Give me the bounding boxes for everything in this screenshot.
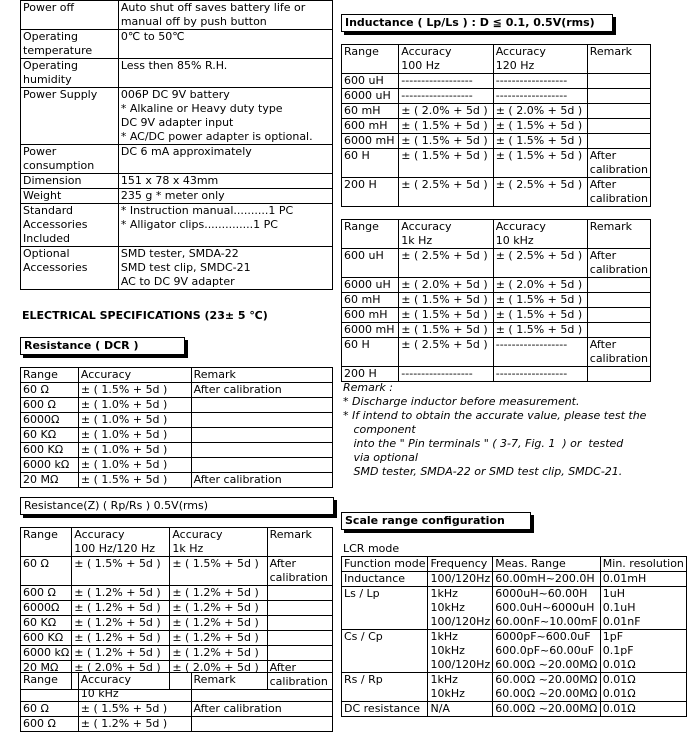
table-cell: 600 uH (342, 249, 399, 278)
table-cell (267, 586, 332, 601)
spec-row (21, 174, 333, 189)
resistance-10k-table (20, 672, 333, 732)
table-cell: 20 MΩ (21, 661, 72, 690)
table-row (342, 74, 651, 89)
table-cell (191, 428, 332, 443)
table-cell (191, 398, 332, 413)
table-cell: ± ( 1.5% + 5d ) (493, 119, 587, 134)
lcr-mode-label: LCR mode (343, 542, 400, 555)
header-cell: Remark (587, 220, 650, 249)
table-cell: 1kHz 10kHz 100/120Hz (428, 630, 493, 673)
table-cell: After calibration (267, 661, 332, 690)
table-cell: 600 KΩ (21, 443, 79, 458)
table-row (21, 428, 333, 443)
table-cell: 60.00Ω ~20.00MΩ (493, 702, 601, 717)
table-cell: 60 KΩ (21, 616, 72, 631)
table-cell: Rs / Rp (342, 673, 428, 702)
table-cell: ± ( 2.5% + 5d ) (493, 178, 587, 207)
spec-value: 235 g * meter only (118, 189, 332, 204)
table-cell: ------------------ (493, 367, 587, 382)
table-cell (587, 134, 650, 149)
table-cell (267, 616, 332, 631)
spec-value: DC 6 mA approximately (118, 145, 332, 174)
header-cell: Accuracy 120 Hz (493, 45, 587, 74)
spec-key: Power off (21, 1, 119, 30)
table-cell: ± ( 1.2% + 5d ) (72, 586, 170, 601)
header-row (21, 528, 333, 557)
header-cell: Accuracy 1k Hz (170, 528, 267, 557)
table-cell: 6000pF~600.0uF 600.0pF~60.00uF 60.00Ω ~20.00MΩ (493, 630, 601, 673)
header-cell: Accuracy 100 Hz (399, 45, 493, 74)
table-cell: After calibration (191, 702, 332, 717)
spec-key: Operating humidity (21, 59, 119, 88)
spec-row (21, 1, 333, 30)
table-cell: ± ( 1.5% + 5d ) (399, 308, 493, 323)
table-row (342, 134, 651, 149)
table-cell: ------------------ (493, 89, 587, 104)
table-row (342, 119, 651, 134)
table-cell: ± ( 1.5% + 5d ) (78, 702, 191, 717)
table-cell: 60 mH (342, 293, 399, 308)
spec-key: Dimension (21, 174, 119, 189)
table-cell: ± ( 2.5% + 5d ) (399, 249, 493, 278)
table-row (21, 702, 333, 717)
table-cell: ± ( 1.5% + 5d ) (399, 293, 493, 308)
table-cell: 600 uH (342, 74, 399, 89)
table-cell: ± ( 2.5% + 5d ) (399, 338, 493, 367)
table-cell: 600 Ω (21, 398, 79, 413)
table-cell: 600 Ω (21, 717, 79, 732)
table-cell: ± ( 1.2% + 5d ) (78, 717, 191, 732)
table-cell: 1pF 0.1pF 0.01Ω (600, 630, 686, 673)
table-cell: 1uH 0.1uH 0.01nF (600, 587, 686, 630)
table-cell: After calibration (587, 178, 650, 207)
spec-value: SMD tester, SMDA-22 SMD test clip, SMDC-21 AC to DC 9V adapter (118, 247, 332, 290)
table-row (21, 398, 333, 413)
header-cell: Accuracy 10 kHz (78, 673, 191, 702)
table-cell: 0.01Ω 0.01Ω (600, 673, 686, 702)
table-cell: 1kHz 10kHz 100/120Hz (428, 587, 493, 630)
table-cell: 600 mH (342, 308, 399, 323)
table-row (342, 308, 651, 323)
spec-value: 006P DC 9V battery * Alkaline or Heavy duty type DC 9V adapter input * AC/DC power adapter is optional. (118, 88, 332, 145)
table-cell: 0.01Ω (600, 702, 686, 717)
table-cell: ± ( 1.2% + 5d ) (170, 646, 267, 661)
header-cell: Function mode (342, 557, 428, 572)
table-row (21, 473, 333, 488)
table-cell (587, 119, 650, 134)
table-cell: ± ( 1.5% + 5d ) (170, 557, 267, 586)
table-cell: ± ( 2.0% + 5d ) (399, 104, 493, 119)
table-row (342, 178, 651, 207)
spec-row (21, 145, 333, 174)
table-cell (587, 89, 650, 104)
table-row (342, 338, 651, 367)
table-cell: 6000 uH (342, 89, 399, 104)
table-cell: ± ( 1.0% + 5d ) (78, 458, 191, 473)
scale-range-table (341, 556, 687, 717)
table-row (342, 572, 687, 587)
spec-value: * Instruction manual..........1 PC * Alligator clips..............1 PC (118, 204, 332, 247)
table-cell: 60 mH (342, 104, 399, 119)
table-cell: 60 H (342, 338, 399, 367)
remark-line: component (343, 423, 416, 436)
table-cell: ± ( 1.5% + 5d ) (493, 308, 587, 323)
table-cell: 600 mH (342, 119, 399, 134)
table-cell: 60.00mH~200.0H (493, 572, 601, 587)
table-cell: ± ( 1.2% + 5d ) (72, 646, 170, 661)
header-cell: Remark (587, 45, 650, 74)
table-cell: ± ( 1.2% + 5d ) (170, 616, 267, 631)
table-row (21, 413, 333, 428)
table-cell: ± ( 2.0% + 5d ) (170, 661, 267, 690)
resistance-z-title: Resistance(Z) ( Rp/Rs ) 0.5V(rms) (20, 497, 334, 515)
table-cell: 60 KΩ (21, 428, 79, 443)
table-cell (587, 74, 650, 89)
spec-row (21, 189, 333, 204)
resistance-dcr-table (20, 367, 333, 488)
table-cell: 0.01mH (600, 572, 686, 587)
table-row (21, 443, 333, 458)
table-cell: After calibration (587, 338, 650, 367)
spec-value: Auto shut off saves battery life or manual off by push button (118, 1, 332, 30)
table-cell (587, 278, 650, 293)
table-cell: ± ( 1.5% + 5d ) (493, 323, 587, 338)
table-cell: 600 KΩ (21, 631, 72, 646)
table-cell (191, 458, 332, 473)
spec-row (21, 204, 333, 247)
table-cell: 200 H (342, 178, 399, 207)
header-cell: Accuracy 100 Hz/120 Hz (72, 528, 170, 557)
table-row (21, 631, 333, 646)
header-row (342, 557, 687, 572)
header-cell: Range (21, 368, 79, 383)
table-cell: 60 Ω (21, 557, 72, 586)
header-cell: Range (342, 220, 399, 249)
inductance-table-high (341, 219, 651, 382)
table-row (21, 586, 333, 601)
remark-line: via optional (343, 451, 418, 464)
table-cell: 6000 kΩ (21, 458, 79, 473)
table-cell: 6000Ω (21, 601, 72, 616)
spec-row (21, 30, 333, 59)
table-row (342, 278, 651, 293)
table-cell: ± ( 2.0% + 5d ) (72, 661, 170, 690)
table-row (342, 293, 651, 308)
table-cell: ± ( 1.5% + 5d ) (399, 149, 493, 178)
table-cell: Ls / Lp (342, 587, 428, 630)
table-cell: ------------------ (399, 74, 493, 89)
table-cell: ± ( 1.5% + 5d ) (72, 557, 170, 586)
table-cell (587, 308, 650, 323)
table-cell: ± ( 2.0% + 5d ) (399, 278, 493, 293)
table-cell: ± ( 1.2% + 5d ) (72, 601, 170, 616)
table-cell: ± ( 1.5% + 5d ) (493, 149, 587, 178)
table-cell: Cs / Cp (342, 630, 428, 673)
table-cell: ± ( 1.5% + 5d ) (399, 119, 493, 134)
header-cell: Range (21, 528, 72, 557)
table-cell: 60 H (342, 149, 399, 178)
table-cell: ± ( 1.2% + 5d ) (72, 616, 170, 631)
remark-line: * Discharge inductor before measurement. (343, 395, 580, 408)
table-cell: ------------------ (493, 74, 587, 89)
header-cell: Remark (191, 368, 332, 383)
table-cell: 1kHz 10kHz (428, 673, 493, 702)
table-cell: ± ( 1.5% + 5d ) (399, 134, 493, 149)
table-row (342, 367, 651, 382)
table-row (342, 149, 651, 178)
table-row (21, 557, 333, 586)
table-cell: ± ( 2.0% + 5d ) (493, 278, 587, 293)
spec-key: Weight (21, 189, 119, 204)
table-row (342, 104, 651, 119)
header-cell: Accuracy (78, 368, 191, 383)
table-cell: 6000 mH (342, 134, 399, 149)
table-cell: ± ( 1.0% + 5d ) (78, 443, 191, 458)
header-cell: Meas. Range (493, 557, 601, 572)
resistance-dcr-title: Resistance ( DCR ) (20, 337, 185, 355)
table-cell: 6000 mH (342, 323, 399, 338)
table-cell (267, 646, 332, 661)
table-cell: 6000uH~60.00H 600.0uH~6000uH 60.00nF~10.00mF (493, 587, 601, 630)
table-cell (587, 293, 650, 308)
inductance-title: Inductance ( Lp/Ls ) : D ≦ 0.1, 0.5V(rms) (341, 14, 613, 32)
resistance-z-table (20, 527, 333, 690)
remark-line: into the " Pin terminals " ( 3-7, Fig. 1 ) or tested (343, 437, 624, 450)
table-cell: ± ( 1.0% + 5d ) (78, 398, 191, 413)
spec-key: Operating temperature (21, 30, 119, 59)
table-cell: ± ( 2.0% + 5d ) (493, 104, 587, 119)
table-cell: 60 Ω (21, 383, 79, 398)
table-cell: 60.00Ω ~20.00MΩ 60.00Ω ~20.00MΩ (493, 673, 601, 702)
header-cell: Range (21, 673, 79, 702)
table-row (342, 249, 651, 278)
table-cell: DC resistance (342, 702, 428, 717)
table-cell: ± ( 1.5% + 5d ) (399, 323, 493, 338)
table-cell: ------------------ (399, 367, 493, 382)
table-row (342, 323, 651, 338)
table-cell: ± ( 1.5% + 5d ) (78, 383, 191, 398)
spec-row (21, 247, 333, 290)
table-cell (267, 601, 332, 616)
table-cell: Inductance (342, 572, 428, 587)
header-row (21, 368, 333, 383)
table-cell: After calibration (587, 149, 650, 178)
table-row (21, 616, 333, 631)
header-cell: Min. resolution (600, 557, 686, 572)
table-cell: ± ( 1.0% + 5d ) (78, 413, 191, 428)
table-cell: ± ( 1.2% + 5d ) (72, 631, 170, 646)
header-row (21, 673, 333, 702)
table-row (21, 646, 333, 661)
table-row (342, 673, 687, 702)
general-spec-table (20, 0, 333, 290)
table-cell: ------------------ (493, 338, 587, 367)
table-cell: After calibration (191, 383, 332, 398)
table-cell: ± ( 1.0% + 5d ) (78, 428, 191, 443)
header-row (342, 220, 651, 249)
table-cell: 6000Ω (21, 413, 79, 428)
table-row (342, 587, 687, 630)
spec-value: 151 x 78 x 43mm (118, 174, 332, 189)
table-cell: 60 Ω (21, 702, 79, 717)
table-cell: After calibration (191, 473, 332, 488)
remark-line: * If intend to obtain the accurate value, please test the (343, 409, 647, 422)
table-cell (587, 323, 650, 338)
table-cell: 100/120Hz (428, 572, 493, 587)
table-row (342, 630, 687, 673)
spec-value: 0℃ to 50℃ (118, 30, 332, 59)
table-row (21, 717, 333, 732)
table-cell: 200 H (342, 367, 399, 382)
table-row (21, 458, 333, 473)
table-cell (191, 717, 332, 732)
table-cell: ± ( 1.2% + 5d ) (170, 586, 267, 601)
table-cell: ± ( 1.5% + 5d ) (493, 293, 587, 308)
header-cell: Frequency (428, 557, 493, 572)
table-cell: After calibration (587, 249, 650, 278)
table-cell: 600 Ω (21, 586, 72, 601)
header-cell: Accuracy 10 kHz (493, 220, 587, 249)
spec-value: Less then 85% R.H. (118, 59, 332, 88)
spec-key: Power Supply (21, 88, 119, 145)
electrical-spec-title: ELECTRICAL SPECIFICATIONS (23± 5 ℃) (22, 309, 268, 322)
spec-row (21, 59, 333, 88)
header-cell: Remark (191, 673, 332, 702)
table-cell: ± ( 1.2% + 5d ) (170, 631, 267, 646)
header-row (342, 45, 651, 74)
inductance-remarks (343, 381, 653, 479)
table-cell (267, 631, 332, 646)
table-cell (587, 104, 650, 119)
table-cell (191, 413, 332, 428)
remark-title: Remark : (343, 381, 393, 394)
spec-row (21, 88, 333, 145)
table-cell: After calibration (267, 557, 332, 586)
table-cell: ± ( 2.5% + 5d ) (399, 178, 493, 207)
table-cell: N/A (428, 702, 493, 717)
table-cell: 20 MΩ (21, 473, 79, 488)
header-cell: Remark (267, 528, 332, 557)
table-cell (191, 443, 332, 458)
table-cell: 6000 uH (342, 278, 399, 293)
table-cell (587, 367, 650, 382)
header-cell: Range (342, 45, 399, 74)
table-row (21, 601, 333, 616)
spec-key: Optional Accessories (21, 247, 119, 290)
scale-range-title: Scale range configuration (341, 512, 531, 530)
table-row (342, 89, 651, 104)
table-cell: ± ( 1.5% + 5d ) (493, 134, 587, 149)
table-row (342, 702, 687, 717)
inductance-table-low (341, 44, 651, 207)
table-cell: ± ( 1.5% + 5d ) (78, 473, 191, 488)
table-row (21, 383, 333, 398)
table-cell: ------------------ (399, 89, 493, 104)
table-cell: ± ( 2.5% + 5d ) (493, 249, 587, 278)
spec-key: Power consumption (21, 145, 119, 174)
spec-key: Standard Accessories Included (21, 204, 119, 247)
remark-line: SMD tester, SMDA-22 or SMD test clip, SMDC-21. (343, 465, 623, 478)
table-cell: ± ( 1.2% + 5d ) (170, 601, 267, 616)
header-cell: Accuracy 1k Hz (399, 220, 493, 249)
table-cell: 6000 kΩ (21, 646, 72, 661)
